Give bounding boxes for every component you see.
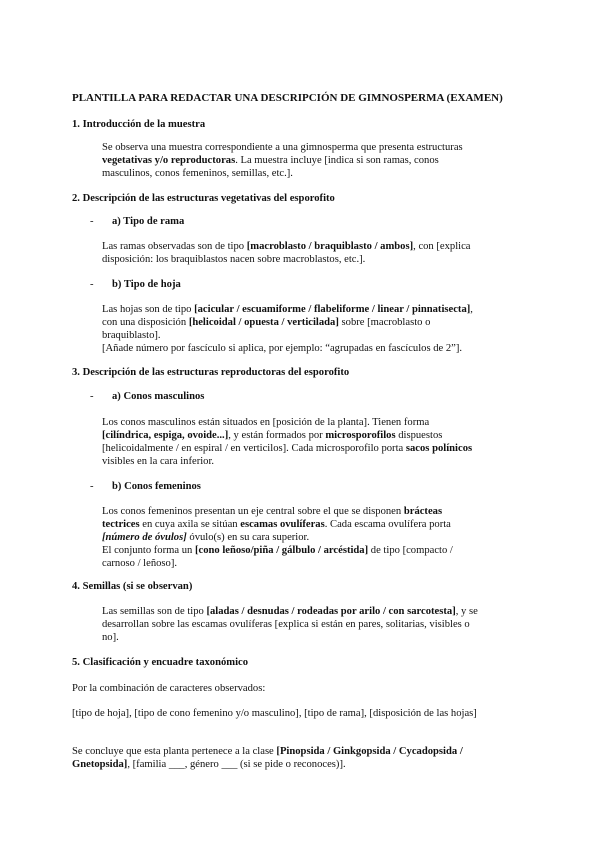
s2b-line-2-text: con una disposición — [102, 317, 189, 328]
s3b-line-2-text: en cuya axila se sitúan — [139, 519, 241, 530]
s3b-emph-tectrices: tectrices — [102, 519, 140, 530]
s2b-line-2-rest: sobre [macroblasto o — [338, 317, 431, 328]
s3b-emph-ovulos: [número de óvulos] — [102, 532, 187, 543]
s1-line-2-rest: . La muestra incluye [indica si son ramas, conos — [235, 155, 439, 166]
s4-line-1 — [102, 605, 512, 618]
s3b-line-3 — [102, 531, 502, 544]
section-heading-5: 5. Clasificación y encuadre taxonómico — [72, 657, 249, 668]
s3b-line-4 — [102, 544, 502, 557]
s3b-line-1-text: Los conos femeninos presentan un eje central sobre el que se disponen — [102, 506, 404, 517]
s3a-line-2-rest: dispuestos — [395, 430, 443, 441]
s3b-line-4-rest: de tipo [compacto / — [368, 545, 453, 556]
s5-line-1: Por la combinación de caracteres observados: — [72, 683, 266, 694]
s2a-line-1-rest: , con [explica — [413, 241, 471, 252]
s3-sub-a — [90, 390, 204, 403]
s2a-line-1 — [102, 240, 502, 253]
s2b-emph-tipo-hoja: [acicular / escuamiforme / flabeliforme / linear / pinnatisecta] — [194, 304, 471, 315]
s5-line-2: [tipo de hoja], [tipo de cono femenino y/o masculino], [tipo de rama], [disposición de las hojas] — [72, 708, 477, 719]
s4-line-2: desarrollan sobre las escamas ovulíferas [explica si están en pares, solitarias, visibles o — [102, 619, 470, 630]
s3b-emph-bracteas: brácteas — [403, 506, 443, 517]
s2b-line-1 — [102, 303, 502, 316]
page-title: PLANTILLA PARA REDACTAR UNA DESCRIPCIÓN DE GIMNOSPERMA (EXAMEN) — [72, 92, 503, 104]
s3-sub-b — [90, 480, 201, 493]
s3a-line-3-text: [helicoidalmente / en espiral / en verticilos]. Cada microsporofilo porta — [102, 443, 406, 454]
section-heading-2: 2. Descripción de las estructuras vegetativas del esporofito — [72, 193, 335, 204]
s2a-line-2: disposición: los braquiblastos nacen sobre macroblastos, etc.]. — [102, 254, 366, 265]
s3a-emph-forma: [cilíndrica, espiga, ovoide...] — [102, 430, 229, 441]
s4-line-1-rest: , y se — [455, 606, 478, 617]
s2a-emph-tipo-rama: [macroblasto / braquiblasto / ambos] — [246, 241, 414, 252]
s3b-line-5: carnoso / leñoso]. — [102, 558, 178, 569]
s3b-line-2 — [102, 518, 502, 531]
s2-sub-a — [90, 215, 184, 228]
s3a-line-2 — [102, 429, 502, 442]
section-heading-3: 3. Descripción de las estructuras reproductoras del esporofito — [72, 367, 350, 378]
s3b-line-1 — [102, 505, 502, 518]
s3a-emph-microsporofilos: microsporofilos — [325, 430, 396, 441]
s1-line-1: Se observa una muestra correspondiente a una gimnosperma que presenta estructuras — [102, 142, 463, 153]
s2-sub-b — [90, 278, 181, 291]
s2b-line-1-rest: , — [470, 304, 473, 315]
s1-line-3: masculinos, conos femeninos, semillas, etc.]. — [102, 168, 293, 179]
s2b-emph-disposicion: [helicoidal / opuesta / verticilada] — [188, 317, 339, 328]
s5-line-3 — [72, 745, 512, 758]
s3a-line-4: visibles en la cara inferior. — [102, 456, 215, 467]
list-dash: - — [90, 481, 94, 492]
s3b-emph-escamas: escamas ovulíferas — [240, 519, 325, 530]
s2b-line-1-text: Las hojas son de tipo — [102, 304, 195, 315]
s3a-line-3 — [102, 442, 502, 455]
s5-emph-gnetopsida: Gnetopsida] — [72, 759, 128, 770]
s3-sub-a-label: a) Conos masculinos — [112, 391, 205, 402]
list-dash: - — [90, 279, 94, 290]
s3b-line-3-rest: óvulo(s) en su cara superior. — [186, 532, 310, 543]
s2-sub-a-label: a) Tipo de rama — [112, 216, 185, 227]
s3b-line-2-rest: . Cada escama ovulífera porta — [324, 519, 451, 530]
s1-emph-vegetativas: vegetativas y/o reproductoras — [102, 155, 236, 166]
s4-line-1-text: Las semillas son de tipo — [102, 606, 207, 617]
section-heading-1: 1. Introducción de la muestra — [72, 119, 206, 130]
list-dash: - — [90, 391, 94, 402]
s2b-line-2 — [102, 316, 502, 329]
s2b-line-3: braquiblasto]. — [102, 330, 161, 341]
s3b-emph-cono: [cono leñoso/piña / gálbulo / arcéstida] — [194, 545, 369, 556]
s4-emph-semillas: [aladas / desnudas / rodeadas por arilo / con sarcotesta] — [206, 606, 456, 617]
s5-line-4 — [72, 758, 512, 771]
s5-line-3-text: Se concluye que esta planta pertenece a la clase — [72, 746, 277, 757]
list-dash: - — [90, 216, 94, 227]
s3a-emph-sacos: sacos polínicos — [405, 443, 473, 454]
s5-line-4-rest: , [familia ___, género ___ (si se pide o reconoces)]. — [127, 759, 346, 770]
s5-emph-clase: [Pinopsida / Ginkgopsida / Cycadopsida / — [276, 746, 463, 757]
s2-sub-b-label: b) Tipo de hoja — [112, 279, 181, 290]
s3a-line-2-text: , y están formados por — [228, 430, 326, 441]
s2a-line-1-text: Las ramas observadas son de tipo — [102, 241, 247, 252]
s3b-line-4-text: El conjunto forma un — [102, 545, 195, 556]
s3-sub-b-label: b) Conos femeninos — [112, 481, 201, 492]
s2b-line-4: [Añade número por fascículo si aplica, por ejemplo: “agrupadas en fascículos de 2”]. — [102, 343, 463, 354]
section-heading-4: 4. Semillas (si se observan) — [72, 581, 193, 592]
s1-line-2 — [102, 154, 502, 167]
s4-line-3: no]. — [102, 632, 119, 643]
s3a-line-1: Los conos masculinos están situados en [posición de la planta]. Tienen forma — [102, 417, 430, 428]
